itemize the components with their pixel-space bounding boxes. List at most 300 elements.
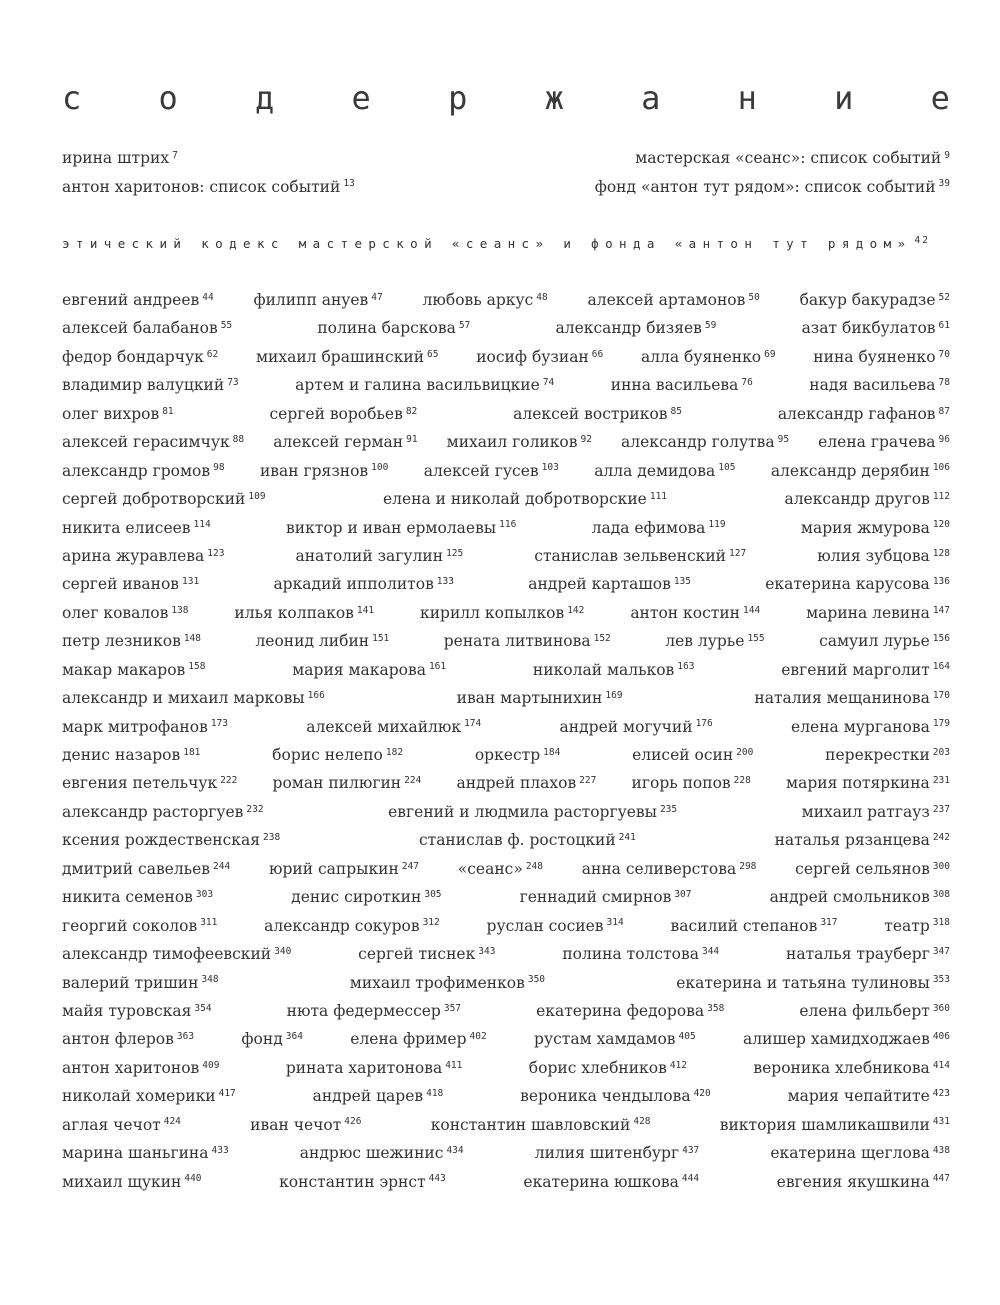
toc-entry[interactable]	[306, 716, 481, 744]
toc-entry[interactable]	[788, 1085, 950, 1113]
toc-entry[interactable]	[272, 744, 403, 772]
entry-name: евгения якушкина	[776, 1172, 930, 1191]
page-number: 227	[579, 775, 597, 787]
entry-name: владимир валуцкий	[62, 376, 225, 395]
entry-name: любовь аркус	[422, 291, 534, 309]
page-number: 184	[543, 746, 561, 758]
toc-entry[interactable]	[778, 403, 950, 431]
toc-entry[interactable]	[62, 1114, 181, 1142]
page-number: 173	[210, 718, 228, 730]
toc-entry[interactable]	[528, 573, 691, 601]
entry-name: валерий тришин	[62, 973, 199, 992]
entry-name: антон костин	[630, 603, 740, 622]
toc-entry[interactable]	[641, 346, 776, 374]
entry-name: евгения петельчук	[62, 774, 218, 793]
page-number: 438	[932, 1144, 950, 1156]
toc-entry[interactable]	[592, 517, 726, 545]
page-number: 248	[525, 860, 543, 872]
entry-name: иван мартынихин	[456, 689, 603, 708]
toc-entry[interactable]	[671, 915, 838, 943]
page-number: 96	[938, 433, 950, 445]
toc-entry[interactable]	[809, 374, 950, 402]
toc-entry[interactable]	[754, 687, 950, 715]
intro-section	[62, 147, 950, 204]
page-number: 350	[527, 974, 546, 986]
toc-entry[interactable]	[62, 289, 214, 317]
toc-entry[interactable]	[447, 431, 592, 459]
toc-entry[interactable]	[457, 687, 623, 715]
toc-entry[interactable]	[784, 488, 950, 516]
toc-entry[interactable]	[884, 915, 950, 943]
names-row	[62, 1114, 950, 1142]
page-number: 418	[426, 1088, 444, 1100]
toc-entry[interactable]	[431, 1114, 651, 1142]
toc-entry[interactable]	[358, 943, 495, 971]
toc-entry[interactable]	[273, 573, 454, 601]
toc-entry[interactable]	[295, 374, 554, 402]
page-number: 98	[213, 462, 225, 474]
entry-name: ирина штрих	[62, 149, 170, 167]
names-row	[62, 1057, 950, 1085]
entry-name: борис хлебников	[528, 1058, 667, 1077]
toc-entry[interactable]	[62, 573, 199, 601]
toc-entry[interactable]	[534, 545, 746, 573]
entry-name: кирилл копылков	[420, 603, 565, 622]
toc-entry[interactable]	[791, 716, 950, 744]
toc-entry[interactable]	[300, 1142, 464, 1170]
toc-entry[interactable]	[536, 1000, 724, 1028]
names-row	[62, 630, 950, 658]
entry-name: лада ефимова	[591, 518, 706, 537]
toc-entry[interactable]	[62, 801, 264, 829]
toc-entry[interactable]	[62, 744, 200, 772]
toc-entry[interactable]	[62, 545, 224, 573]
toc-entry[interactable]	[801, 517, 950, 545]
names-row	[62, 403, 950, 431]
toc-entry[interactable]	[562, 943, 719, 971]
page-number: 314	[606, 917, 624, 929]
toc-entry[interactable]	[62, 972, 219, 1000]
entry-name: игорь попов	[631, 774, 731, 793]
entry-name: николай мальков	[532, 660, 675, 679]
page-number: 237	[932, 803, 950, 815]
toc-entry[interactable]	[420, 602, 584, 630]
entry-name: театр	[884, 916, 930, 935]
names-row	[62, 716, 950, 744]
toc-entry[interactable]	[802, 801, 950, 829]
toc-entry[interactable]	[819, 630, 950, 658]
toc-entry[interactable]	[676, 972, 950, 1000]
entry-name: рустам хамдамов	[534, 1030, 676, 1049]
names-row	[62, 289, 950, 317]
entry-name: леонид либин	[255, 632, 370, 651]
toc-entry[interactable]	[423, 289, 548, 317]
intro-row	[62, 176, 950, 205]
toc-entry[interactable]	[720, 1114, 950, 1142]
names-row	[62, 1142, 950, 1170]
toc-entry[interactable]	[775, 829, 950, 857]
toc-entry[interactable]	[753, 1057, 950, 1085]
entry-name: виктор и иван ермолаевы	[286, 518, 497, 537]
page-number: 354	[194, 1002, 212, 1014]
toc-entry[interactable]	[286, 1057, 463, 1085]
page-number: 52	[938, 291, 950, 303]
toc-entry[interactable]	[800, 289, 950, 317]
toc-entry[interactable]	[799, 1000, 950, 1028]
codex-entry[interactable]	[62, 233, 962, 255]
toc-entry[interactable]	[556, 317, 717, 345]
toc-entry[interactable]	[250, 1114, 361, 1142]
toc-entry[interactable]	[292, 659, 446, 687]
toc-entry[interactable]	[533, 659, 695, 687]
toc-entry[interactable]	[594, 460, 735, 488]
toc-entry[interactable]	[62, 317, 232, 345]
toc-entry[interactable]	[62, 1000, 212, 1028]
toc-entry[interactable]	[62, 488, 266, 516]
entry-name: полина барскова	[317, 319, 456, 338]
toc-entry[interactable]	[475, 744, 560, 772]
toc-entry[interactable]	[62, 176, 355, 205]
entry-name: марина левина	[806, 603, 930, 622]
toc-entry[interactable]	[253, 289, 382, 317]
entry-name: петр лезников	[62, 632, 181, 651]
toc-entry[interactable]	[62, 772, 237, 800]
toc-entry[interactable]	[424, 460, 559, 488]
entry-name: марина шаньгина	[62, 1144, 209, 1163]
toc-entry[interactable]	[806, 602, 950, 630]
entry-name: станислав зельвенский	[534, 546, 727, 565]
page-number: 103	[541, 462, 559, 474]
entry-name: александр расторгуев	[62, 802, 244, 821]
entry-name: надя васильева	[809, 376, 936, 395]
entry-name: михаил голиков	[446, 433, 578, 452]
toc-entry[interactable]	[62, 716, 228, 744]
entry-name: михаил трофименков	[349, 973, 525, 992]
page-number: 119	[708, 519, 726, 531]
toc-entry[interactable]	[295, 545, 463, 573]
toc-entry[interactable]	[256, 346, 439, 374]
page-number: 348	[201, 974, 219, 986]
toc-entry[interactable]	[350, 972, 545, 1000]
page-number: 244	[213, 860, 231, 872]
toc-entry[interactable]	[786, 943, 950, 971]
toc-entry[interactable]	[534, 1028, 696, 1056]
page-number: 111	[649, 490, 668, 502]
page-number: 114	[193, 519, 211, 531]
entry-name: наталья трауберг	[786, 945, 930, 964]
toc-entry[interactable]	[279, 1171, 446, 1199]
toc-entry[interactable]	[458, 858, 543, 886]
entry-name: инна васильева	[610, 376, 739, 395]
page-number: 406	[932, 1031, 950, 1043]
entry-name: алексей востриков	[513, 404, 668, 423]
entry-name: оркестр	[474, 746, 541, 764]
page-number: 151	[372, 633, 390, 645]
page-number: 73	[227, 377, 239, 389]
page-number: 443	[428, 1173, 446, 1185]
entry-name: ксения рождественская	[62, 831, 261, 850]
names-row	[62, 488, 950, 516]
page-number: 112	[932, 490, 950, 502]
toc-entry[interactable]	[291, 886, 441, 914]
toc-entry[interactable]	[62, 915, 217, 943]
entry-name: юлия зубцова	[817, 546, 930, 565]
page-number: 65	[427, 348, 439, 360]
names-row	[62, 915, 950, 943]
page-number: 9	[944, 149, 950, 161]
toc-entry[interactable]	[255, 630, 389, 658]
toc-entry[interactable]	[62, 1142, 229, 1170]
toc-entry[interactable]	[560, 716, 713, 744]
toc-entry[interactable]	[632, 744, 753, 772]
page-number: 135	[673, 576, 691, 588]
toc-entry[interactable]	[535, 1142, 700, 1170]
page-number: 247	[401, 860, 419, 872]
entry-name: александр и михаил марковы	[62, 689, 305, 708]
toc-entry[interactable]	[383, 488, 667, 516]
toc-entry[interactable]	[317, 317, 470, 345]
page-number: 131	[182, 576, 200, 588]
toc-entry[interactable]	[786, 772, 950, 800]
toc-entry[interactable]	[630, 602, 760, 630]
toc-entry[interactable]	[62, 1057, 219, 1085]
page-number: 179	[932, 718, 950, 730]
toc-entry[interactable]	[241, 1028, 303, 1056]
page-number: 66	[591, 348, 604, 360]
toc-entry[interactable]	[234, 602, 374, 630]
toc-entry[interactable]	[523, 1171, 699, 1199]
toc-entry[interactable]	[269, 858, 419, 886]
entry-name: елена грачева	[818, 433, 936, 452]
toc-entry[interactable]	[260, 460, 388, 488]
page-number: 61	[938, 320, 950, 332]
page-number: 428	[633, 1116, 651, 1128]
toc-entry[interactable]	[513, 403, 682, 431]
toc-entry[interactable]	[62, 687, 325, 715]
page-number: 7	[172, 149, 178, 161]
page-number: 62	[206, 348, 219, 360]
names-row	[62, 431, 950, 459]
toc-entry[interactable]	[632, 772, 751, 800]
entry-name: нюта федермессер	[286, 1001, 441, 1020]
page-number: 417	[218, 1088, 236, 1100]
page-number: 409	[202, 1059, 220, 1071]
toc-entry[interactable]	[456, 772, 596, 800]
toc-entry[interactable]	[770, 1142, 950, 1170]
toc-entry[interactable]	[765, 573, 950, 601]
entry-name: виктория шамликашвили	[719, 1115, 930, 1134]
page-number: 364	[285, 1031, 303, 1043]
page-number: 50	[748, 291, 760, 303]
title-letter: е	[930, 79, 950, 117]
toc-entry[interactable]	[665, 630, 764, 658]
entry-name: елисей осин	[632, 746, 734, 764]
toc-entry[interactable]	[62, 346, 218, 374]
toc-entry[interactable]	[62, 431, 244, 459]
entry-name: геннадий смирнов	[519, 888, 672, 907]
page-title	[62, 78, 950, 118]
toc-entry[interactable]	[611, 374, 753, 402]
toc-entry[interactable]	[582, 858, 757, 886]
page-number: 125	[446, 547, 464, 559]
toc-entry[interactable]	[62, 460, 225, 488]
page-number: 39	[938, 178, 950, 190]
page-number: 70	[938, 348, 950, 360]
toc-entry[interactable]	[62, 403, 174, 431]
entry-name: константин эрнст	[279, 1172, 426, 1191]
toc-entry[interactable]	[62, 1028, 194, 1056]
page-number: 235	[659, 803, 678, 815]
page-number: 231	[932, 775, 950, 787]
toc-entry[interactable]	[62, 1085, 236, 1113]
names-row	[62, 374, 950, 402]
entry-name: сергей тиснек	[358, 945, 476, 964]
entry-name: федор бондарчук	[62, 347, 204, 366]
toc-entry[interactable]	[62, 1171, 202, 1199]
page-number: 163	[677, 661, 695, 673]
entry-name: елена мурганова	[791, 717, 930, 736]
toc-entry[interactable]	[264, 915, 440, 943]
page-number: 76	[741, 377, 753, 389]
toc-entry[interactable]	[62, 147, 178, 176]
entry-name: георгий соколов	[62, 916, 198, 935]
entry-name: нина буяненко	[813, 347, 936, 366]
names-row	[62, 602, 950, 630]
page-number: 434	[446, 1144, 464, 1156]
entry-name: сергей добротворский	[62, 490, 246, 509]
page-number: 176	[695, 718, 713, 730]
page-number: 13	[343, 178, 355, 190]
toc-entry[interactable]	[287, 1000, 461, 1028]
toc-entry[interactable]	[286, 517, 516, 545]
toc-entry[interactable]	[419, 829, 636, 857]
entry-name: филипп ануев	[253, 291, 369, 309]
toc-entry[interactable]	[795, 858, 950, 886]
toc-entry[interactable]	[529, 1057, 687, 1085]
toc-entry[interactable]	[621, 431, 789, 459]
page-number: 142	[567, 604, 585, 616]
toc-entry[interactable]	[770, 886, 950, 914]
toc-entry[interactable]	[444, 630, 611, 658]
toc-entry[interactable]	[487, 915, 624, 943]
title-letter: ж	[544, 79, 564, 117]
page-number: 116	[499, 519, 517, 531]
toc-entry[interactable]	[62, 659, 205, 687]
toc-entry[interactable]	[802, 317, 950, 345]
toc-entry[interactable]	[817, 545, 950, 573]
entry-name: «сеанс»	[457, 859, 523, 878]
page-number: 55	[220, 320, 233, 332]
page-number: 414	[932, 1059, 950, 1071]
entry-name: андрей царев	[312, 1087, 424, 1106]
toc-entry[interactable]	[62, 886, 213, 914]
page-number: 424	[163, 1116, 181, 1128]
toc-entry[interactable]	[771, 460, 950, 488]
toc-entry[interactable]	[350, 1028, 486, 1056]
page-number: 148	[183, 633, 201, 645]
page-number: 170	[932, 689, 950, 701]
page-number: 440	[184, 1173, 202, 1185]
toc-entry[interactable]	[520, 886, 692, 914]
page-number: 238	[263, 832, 281, 844]
toc-entry[interactable]	[595, 176, 950, 205]
toc-entry[interactable]	[388, 801, 677, 829]
entry-name: макар макаров	[62, 660, 186, 679]
entry-name: алексей герасимчук	[62, 433, 230, 452]
entry-name: никита елисеев	[62, 518, 191, 537]
entry-name: александр тимофеевский	[62, 945, 272, 964]
toc-entry[interactable]	[62, 943, 291, 971]
toc-entry[interactable]	[476, 346, 603, 374]
entry-name: екатерина федорова	[536, 1001, 705, 1020]
toc-entry[interactable]	[62, 858, 230, 886]
entry-name: полина толстова	[562, 945, 699, 964]
names-row	[62, 886, 950, 914]
entry-name: николай хомерики	[62, 1087, 216, 1106]
toc-entry[interactable]	[62, 602, 188, 630]
names-row	[62, 772, 950, 800]
page-number: 152	[593, 633, 611, 645]
page-number: 343	[478, 945, 496, 957]
entry-name: юрий сапрыкин	[268, 859, 399, 878]
page-number: 431	[932, 1116, 950, 1128]
toc-entry[interactable]	[62, 829, 280, 857]
page-number: 412	[669, 1059, 687, 1071]
toc-entry[interactable]	[62, 517, 211, 545]
toc-entry[interactable]	[743, 1028, 950, 1056]
page-number: 200	[736, 746, 754, 758]
entry-name: сергей воробьев	[269, 404, 403, 423]
entry-name: мария чепайтите	[787, 1087, 930, 1106]
entry-name: андрей могучий	[559, 717, 693, 736]
page-number: 307	[674, 888, 692, 900]
toc-entry[interactable]	[825, 744, 950, 772]
toc-entry[interactable]	[273, 431, 417, 459]
entry-name: александр голутва	[621, 433, 775, 452]
entry-name: рената литвинова	[443, 632, 591, 651]
toc-entry[interactable]	[635, 147, 950, 176]
page-number: 357	[443, 1002, 462, 1014]
names-row	[62, 801, 950, 829]
toc-entry[interactable]	[62, 630, 201, 658]
page-number: 133	[436, 576, 454, 588]
toc-entry[interactable]	[62, 374, 239, 402]
entry-name: лилия шитенбург	[534, 1144, 680, 1163]
page-number: 78	[938, 377, 950, 389]
toc-entry[interactable]	[273, 772, 422, 800]
page-number: 48	[536, 291, 548, 303]
entry-name: сергей иванов	[62, 575, 180, 594]
toc-entry[interactable]	[520, 1085, 711, 1113]
names-row	[62, 1171, 950, 1199]
entry-name: рината харитонова	[285, 1058, 443, 1077]
page-number: 363	[176, 1031, 195, 1043]
entry-name: елена фильберт	[799, 1001, 930, 1020]
toc-entry[interactable]	[270, 403, 418, 431]
toc-entry[interactable]	[781, 659, 950, 687]
page-number: 437	[682, 1144, 700, 1156]
toc-entry[interactable]	[818, 431, 950, 459]
entry-name: алишер хамидходжаев	[743, 1030, 930, 1049]
toc-entry[interactable]	[588, 289, 760, 317]
toc-entry[interactable]	[313, 1085, 444, 1113]
page-number: 127	[729, 547, 747, 559]
entry-name: екатерина юшкова	[523, 1172, 679, 1191]
toc-entry[interactable]	[813, 346, 950, 374]
page-number: 303	[195, 888, 214, 900]
toc-entry[interactable]	[777, 1171, 950, 1199]
title-letter: а	[641, 79, 661, 117]
